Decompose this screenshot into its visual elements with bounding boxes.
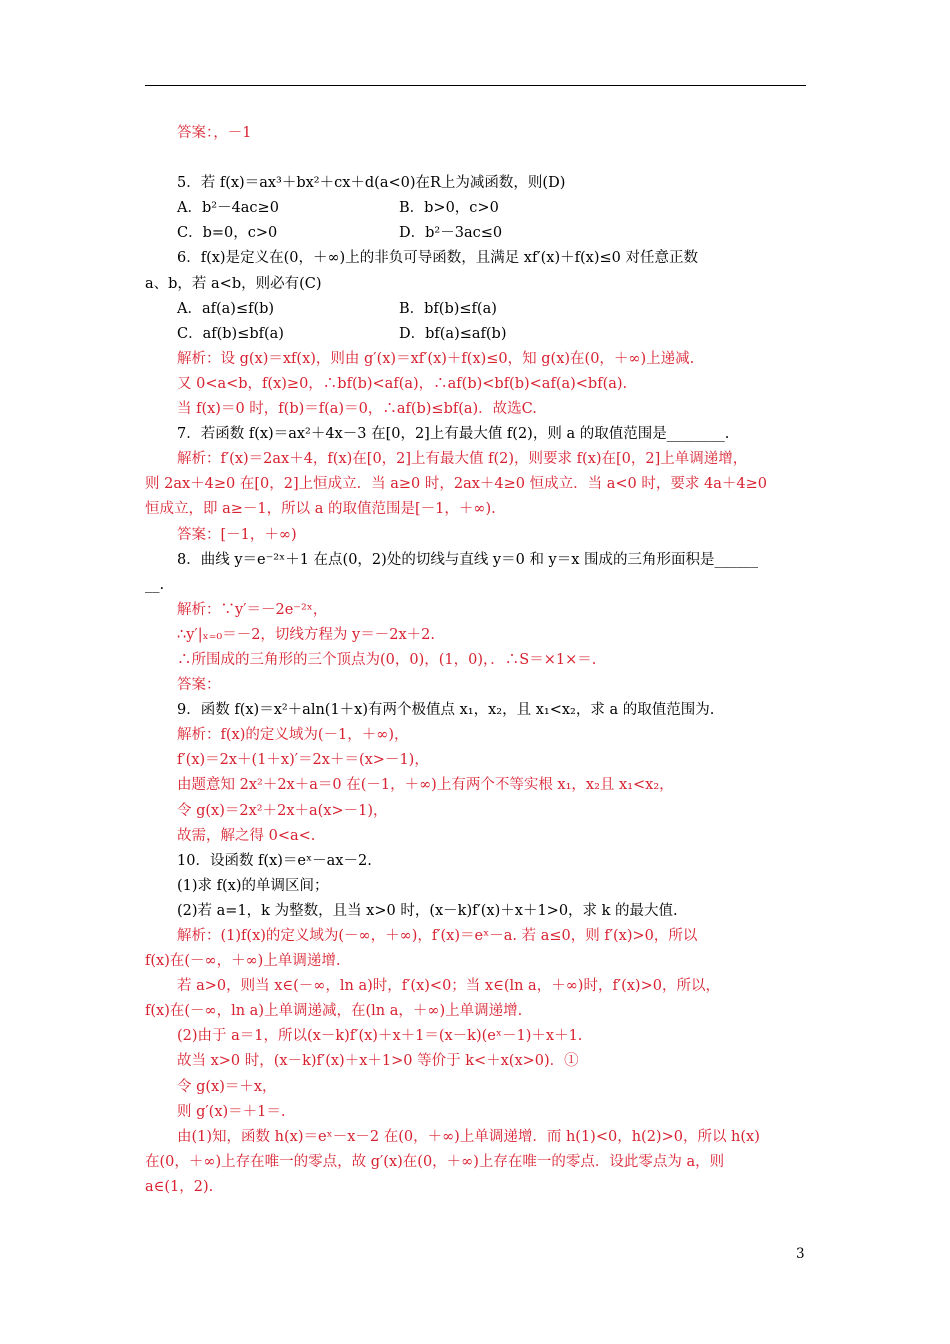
text-line: 当 f(x)＝0 时，f(b)＝f(a)＝0，∴af(b)≤bf(a)．故选C. xyxy=(177,401,537,418)
text-line: 7．若函数 f(x)＝ax²＋4x－3 在[0，2]上有最大值 f(2)，则 a 的取值范围是________. xyxy=(177,426,730,443)
text-line: 故当 x>0 时，(x－k)f′(x)＋x＋1>0 等价于 k<＋x(x>0)．① xyxy=(177,1053,579,1070)
text-line: 令 g(x)＝2x²＋2x＋a(x>－1)， xyxy=(177,802,388,819)
text-line: 5．若 f(x)＝ax³＋bx²＋cx＋d(a<0)在R上为减函数，则(D) xyxy=(177,175,566,192)
text-line: 答案： xyxy=(177,677,221,694)
page-number: 3 xyxy=(796,1246,805,1262)
option-item: C．b=0，c>0 xyxy=(177,225,278,242)
text-line: f′(x)＝2x＋(1＋x)′＝2x＋＝(x>－1)， xyxy=(177,752,429,769)
option-item: B．b>0，c>0 xyxy=(399,200,499,217)
text-line: 10．设函数 f(x)＝eˣ－ax－2. xyxy=(177,852,372,869)
text-line: 解析：设 g(x)＝xf(x)，则由 g′(x)＝xf′(x)＋f(x)≤0，知 g(x)在(0，＋∞)上递减. xyxy=(177,350,695,367)
text-line: 解析：f(x)的定义域为(－1，＋∞)， xyxy=(177,727,409,744)
text-line: 若 a>0，则当 x∈(－∞，ln a)时，f′(x)<0；当 x∈(ln a，＋∞)时，f′(x)>0，所以， xyxy=(177,978,720,995)
text-line: 9．函数 f(x)＝x²＋aln(1＋x)有两个极值点 x₁，x₂，且 x₁<x₂，求 a 的取值范围为. xyxy=(177,702,715,719)
text-line: ∴y′|ₓ₌₀＝－2，切线方程为 y＝－2x＋2. xyxy=(177,626,435,643)
text-line: 则 g′(x)＝＋1＝. xyxy=(177,1103,286,1120)
text-line: 解析：f′(x)＝2ax＋4，f(x)在[0，2]上有最大值 f(2)，则要求 f(x)在[0，2]上单调递增， xyxy=(177,451,748,468)
text-line: 解析：(1)f(x)的定义域为(－∞，＋∞)，f′(x)＝eˣ－a. 若 a≤0，则 f′(x)>0，所以 xyxy=(177,928,698,944)
text-line: 答案：[－1，＋∞) xyxy=(177,526,297,543)
option-item: B．bf(b)≤f(a) xyxy=(399,300,497,317)
option-item: C．af(b)≤bf(a) xyxy=(177,325,284,342)
text-line: 由(1)知，函数 h(x)＝eˣ－x－2 在(0，＋∞)上单调递增．而 h(1)<0，h(2)>0，所以 h(x) xyxy=(177,1128,760,1145)
text-line: 又 0<a<b，f(x)≥0，∴bf(b)<af(a)，∴af(b)<bf(b)<af(a)<bf(a). xyxy=(177,375,628,392)
option-item: D．b²－3ac≤0 xyxy=(399,225,503,242)
text-line: a、b，若 a<b，则必有(C) xyxy=(145,275,322,292)
text-line: 恒成立，即 a≥－1，所以 a 的取值范围是[－1，＋∞). xyxy=(145,501,496,518)
text-line: a∈(1，2). xyxy=(145,1178,214,1195)
text-line: (1)求 f(x)的单调区间； xyxy=(177,877,329,894)
text-line: 解析：∵y′＝－2e⁻²ˣ， xyxy=(177,601,328,618)
option-item: A．b²－4ac≥0 xyxy=(177,200,279,217)
option-row xyxy=(145,196,806,221)
option-row xyxy=(145,322,806,347)
text-line: 在(0，＋∞)上存在唯一的零点，故 g′(x)在(0，＋∞)上存在唯一的零点．设此零点为 a，则 xyxy=(145,1153,725,1170)
option-item: A．af(a)≤f(b) xyxy=(177,300,275,317)
text-line: 6．f(x)是定义在(0，＋∞)上的非负可导函数，且满足 xf′(x)＋f(x)≤0 对任意正数 xyxy=(177,250,698,267)
text-line: ∴所围成的三角形的三个顶点为(0，0)，(1，0)，．∴S＝×1×＝. xyxy=(177,651,597,668)
text-line: f(x)在(－∞，ln a)上单调递减，在(ln a，＋∞)上单调递增. xyxy=(145,1003,523,1020)
text-line: 令 g(x)＝＋x， xyxy=(177,1078,277,1095)
text-line: 8．曲线 y＝e⁻²ˣ＋1 在点(0，2)处的切线与直线 y＝0 和 y＝x 围成的三角形面积是______ xyxy=(177,551,759,568)
text-line xyxy=(145,146,806,171)
text-line: (2)若 a=1，k 为整数，且当 x>0 时，(x－k)f′(x)＋x＋1>0，求 k 的最大值. xyxy=(177,902,678,919)
text-line: f(x)在(－∞，＋∞)上单调递增. xyxy=(145,953,341,970)
option-item: D．bf(a)≤af(b) xyxy=(399,325,507,342)
text-line: 由题意知 2x²＋2x＋a＝0 在(－1，＋∞)上有两个不等实根 x₁，x₂且 x₁<x₂， xyxy=(177,777,674,794)
text-line: __. xyxy=(145,576,165,593)
option-row xyxy=(145,221,806,246)
option-row xyxy=(145,297,806,322)
text-line: 故需，解之得 0<a<. xyxy=(177,827,316,844)
text-line: 则 2ax＋4≥0 在[0，2]上恒成立．当 a≥0 时，2ax＋4≥0 恒成立．当 a<0 时，要求 4a＋4≥0 xyxy=(145,476,767,493)
header-rule xyxy=(145,85,806,86)
text-line: (2)由于 a＝1，所以(x－k)f′(x)＋x＋1＝(x－k)(eˣ－1)＋x＋1. xyxy=(177,1028,583,1045)
text-line: 答案：，－1 xyxy=(177,125,252,141)
document-body xyxy=(145,121,806,1200)
